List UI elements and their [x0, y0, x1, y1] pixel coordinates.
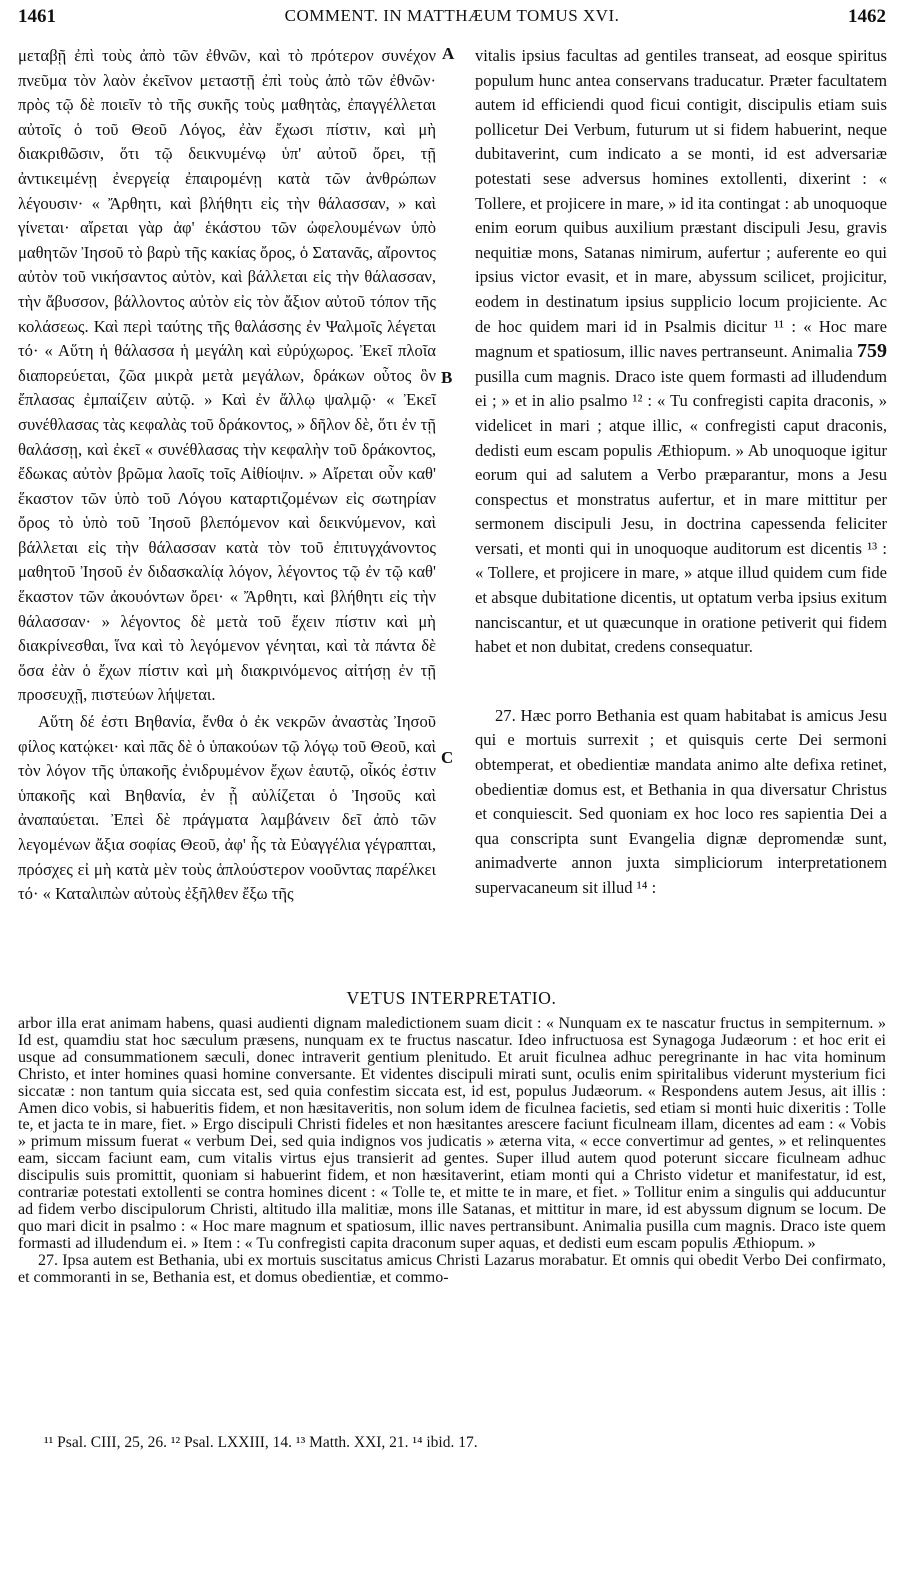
column-number: 759: [857, 340, 887, 363]
vetus-paragraph-2: 27. Ipsa autem est Bethania, ubi ex mortuis suscitatus amicus Christi Lazarus morabatur. Et omnis qui obedit Verbo Dei confirmato, et commoranti in se, Bethania est, et domus obedientiæ, et commo-: [18, 1251, 886, 1286]
greek-column: [18, 44, 436, 907]
margin-letter-b: B: [441, 368, 453, 387]
footnotes: ¹¹ Psal. CIII, 25, 26. ¹² Psal. LXXIII, 14. ¹³ Matth. XXI, 21. ¹⁴ ibid. 17.: [44, 1434, 478, 1451]
latin-paragraph-1: [475, 44, 887, 660]
vetus-paragraph-1: arbor illa erat animam habens, quasi audienti dignam maledictionem suam dicit : « Nunquam ex te nascatur fructus in sempiternum. » Id est, quamdiu stat hoc sæculum præsens, nunquam ex te fructus nascatur. Ideo infructuosa est Synagoga Judæorum : et hoc erit ei usque ad consummationem sæculi, donec intraverit gentium plenitudo. Et aruit ficulnea adhuc peregrinante in hac vita hominum Christo, et inter homines quasi homine conversante. Et videntes discipuli mirati sunt, oculis enim spiritalibus viderunt mysterium fici siccatæ : non tantum quia siccata est, sed quia confestim siccata est, id est, populus Judæorum. « Respondens autem Jesus, ait illis : Amen dico vobis, si habueritis fidem, et non hæsitaveritis, non solum idem de ficulnea facietis, sed etiam si monti huic dixeritis : Tolle te, et jacta te in mare, fiet. » Ergo discipuli Christi fideles et non hæsitantes arescere faciunt ficulneam illam, dicentes ad eam : « Vobis » primum missum fuerat « verbum Dei, sed quia indignos vos judicatis » æterna vita, « ecce convertimur ad gentes, » et relinquentes eam, siccam faciunt eam, cum vitalis virtus ejus transierit ad gentes. Super illud autem quod poterunt siccare ficulneam adhuc discipulis suis promittit, quoniam si habuerint fidem, et non hæsitaverint, etiam monti qui a Christo videtur et manifestatur, id est, contrariæ potestati extollenti se contra homines dicent : « Tolle te, et mitte te in mare, et fiet. » Tollitur enim a singulis qui adducuntur ad fidem verbo discipulorum Christi, altitudo illa malitiæ, mons ille Satanas, et mittitur in mare, id est abyssum dignum se locum. De quo mari dicit in psalmo : « Hoc mare magnum et spatiosum, illic naves pertransibunt. Animalia pusilla cum magnis. Draco iste quem formasti ad illudendum ei. » Item : « Tu confregisti capita draconum super aquas, et dedisti eum escam populis Æthiopum. »: [18, 1015, 886, 1252]
latin-paragraph-1-part-a: vitalis ipsius facultas ad gentiles transeat, ad eosque spiritus populum hunc antea conservans traducatur. Præter facultatem autem id efficiendi quod ficui contigit, discipulis etiam suis pollicetur Dei Verbum, futurum ut si fidem habuerint, neque dubitaverint, cum indicato a se monti, id est adversariæ potestati sese adversus homines extollenti, dixerint : « Tollere, et projicere in mare, » id ita contingat : ab unoquoque enim eorum quibus auxilium præstant discipuli Jesu, gravis nequitiæ mons, Satanas nimirum, aufertur ; auferente eo qui ipsius victor evasit, et in mare, abyssum scilicet, projicitur, eodem in destinatum ipsius supplicio locum projiciente. Ac de hoc quidem mari id in Psalmis dicitur ¹¹ : « Hoc mare magnum et spatiosum, illic naves pertranseunt. Animalia: [475, 46, 887, 362]
margin-letter-c: C: [441, 748, 454, 767]
latin-column: [475, 44, 887, 901]
latin-paragraph-1-part-b: pusilla cum magnis. Draco iste quem formasti ad illudendum ei ; » et in alio psalmo ¹² : « Tu confregisti capita draconis, » videlicet in mari ; atque illic, « confregisti caput draconis, dedisti eum escam populis Æthiopum. » Ab unoquoque igitur eorum qui ad salutem a Verbo præparantur, mons a Jesu conspectus et monstratus aufertur, et in mare mittitur per sermonem discipuli Jesu, in doctrina capessenda feliciter versati, et monti qui in unoquoque auditorum est dicentis ¹³ : « Tollere, et projicere in mare, » atque illud quidem cum fide et absque dubitatione dicentis, ut optatum verba ipsius exitum nanciscantur, et ut quæcunque in oratione petiverit qui fidem habet et non dubitat, credens consequatur.: [475, 366, 887, 657]
margin-letter-a: A: [442, 44, 455, 63]
greek-paragraph-2: Αὕτη δέ ἐστι Βηθανία, ἔνθα ὁ ἐκ νεκρῶν ἀναστὰς Ἰησοῦ φίλος κατῴκει· καὶ πᾶς δὲ ὁ ὑπακούων τῷ λόγῳ τοῦ Θεοῦ, καὶ τὸν λόγον τῆς ὑπακοῆς ἐνιδρυμένον ἔχων ἑαυτῷ, οἶκός ἐστιν ὑπακοῆς καὶ Βηθανία, ἐν ᾗ αὐλίζεται ὁ Ἰησοῦς καὶ ἀναπαύεται. Ἐπεὶ δὲ πράγματα λαμβάνειν δεῖ ἀπὸ τῶν λεγομένων ἄξια σοφίας Θεοῦ, ἀφ' ἧς τὰ Εὐαγγέλια γέγραπται, πρόσχες εἰ μὴ κατὰ μὲν τοὺς ἁπλούστερον νοοῦντας παρέλκει τό· « Καταλιπὼν αὐτοὺς ἐξῆλθεν ἔξω τῆς: [18, 712, 436, 904]
section-heading: VETUS INTERPRETATIO.: [346, 988, 557, 1008]
page-header: [18, 6, 886, 30]
greek-paragraph-1: μεταβῇ ἐπὶ τοὺς ἀπὸ τῶν ἐθνῶν, καὶ τὸ πρότερον συνέχον πνεῦμα τὸν λαὸν ἐκεῖνον μεταστῇ ἐπὶ τοὺς ἀπὸ τῶν ἐθνῶν· πρὸς τῷ δὲ ποιεῖν τὸ τῆς συκῆς τοὺς μαθητὰς, ἐπαγγέλλεται αὐτοῖς ὁ τοῦ Θεοῦ Λόγος, ἐὰν ἔχωσι πίστιν, καὶ μὴ διακριθῶσιν, ὅτι τῷ δεικνυμένῳ ὑπ' αὐτοῦ ὄρει, τῇ ἀντικειμένῃ ἐνεργείᾳ ἐπαιρομένῃ κατὰ τῶν ἀνθρώπων λέγουσιν· « Ἄρθητι, καὶ βλήθητι εἰς τὴν θάλασσαν, » καὶ γίνεται· αἴρεται γὰρ ἀφ' ἑκάστου τῶν ὠφελουμένων ὑπὸ μαθητῶν Ἰησοῦ τὸ βαρὺ τῆς κακίας ὄρος, ὁ Σατανᾶς, αἴροντος αὐτὸν τοῦ νικήσαντος αὐτὸν, καὶ βάλλεται εἰς τὴν θάλασσαν, τὴν ἄβυσσον, βάλλοντος αὐτὸν εἰς τὸν ἄξιον αὐτοῦ τόπον τῆς κολάσεως. Καὶ περὶ ταύτης τῆς θαλάσσης ἐν Ψαλμοῖς λέγεται τό· « Αὕτη ἡ θάλασσα ἡ μεγάλη καὶ εὐρύχωρος. Ἐκεῖ πλοῖα διαπορεύεται, ζῶα μικρὰ μετὰ μεγάλων, δράκων οὗτος ὃν ἔπλασας ἐμπαίζειν αὐτῷ. » Καὶ ἐν ἄλλῳ ψαλμῷ· « Ἐκεῖ συνέθλασας τὰς κεφαλὰς τοῦ δράκοντος, » δῆλον δὲ, ὅτι ἐν τῇ θαλάσσῃ, καὶ ἐκεῖ « συνέθλασας τὴν κεφαλὴν τοῦ δράκοντος, ἔδωκας αὐτὸν βρῶμα λαοῖς τοῖς Αἰθίοψιν. » Αἴρεται οὖν καθ' ἕκαστον τῶν ὑπὸ τοῦ Λόγου καταρτιζομένων εἰς σωτηρίαν ὄρος τὸ ὑπὸ τοῦ Ἰησοῦ βλεπόμενον καὶ δεικνύμενον, καὶ βάλλεται εἰς τὴν θάλασσαν κατὰ τὸν τοῦ ἐπιτυγχάνοντος μαθητοῦ Ἰησοῦ ἐν διδασκαλίᾳ λόγον, λέγοντος τῷ ἐν τῷ καθ' ἕκαστον τῶν ἀκουόντων ὄρει· « Ἄρθητι, καὶ βλήθητι εἰς τὴν θάλασσαν· » λέγοντος δὲ μετὰ τοῦ ἔχειν πίστιν καὶ μὴ διακρίνεσθαι, ἵνα καὶ τὸ λεγόμενον γένηται, καὶ τὰ πάντα δὲ ὅσα ἐὰν ὁ ἔχων πίστιν καὶ μὴ διακρινόμενος αἰτήσῃ ἐν τῇ προσευχῇ, πιστεύων λήψεται.: [18, 46, 436, 705]
page-number-right: 1462: [848, 6, 886, 27]
vetus-interpretatio-text: [18, 1016, 886, 1287]
running-title: COMMENT. IN MATTHÆUM TOMUS XVI.: [284, 6, 620, 25]
latin-paragraph-2: 27. Hæc porro Bethania est quam habitabat is amicus Jesu qui e mortuis surrexit ; et quisquis certe Dei sermoni obtemperat, et obedientiæ mandata animo alte defixa retinet, obedientiæ domus est, et Bethania in qua diversatur Christus et conquiescit. Sed quoniam ex hoc loco res sapientia Dei a qua conscripta sunt Evangelia dignæ depromendæ sunt, animadverte annon juxta simpliciorum interpretationem supervacaneum sit illud ¹⁴ :: [475, 705, 887, 897]
page-number-left: 1461: [18, 6, 56, 27]
